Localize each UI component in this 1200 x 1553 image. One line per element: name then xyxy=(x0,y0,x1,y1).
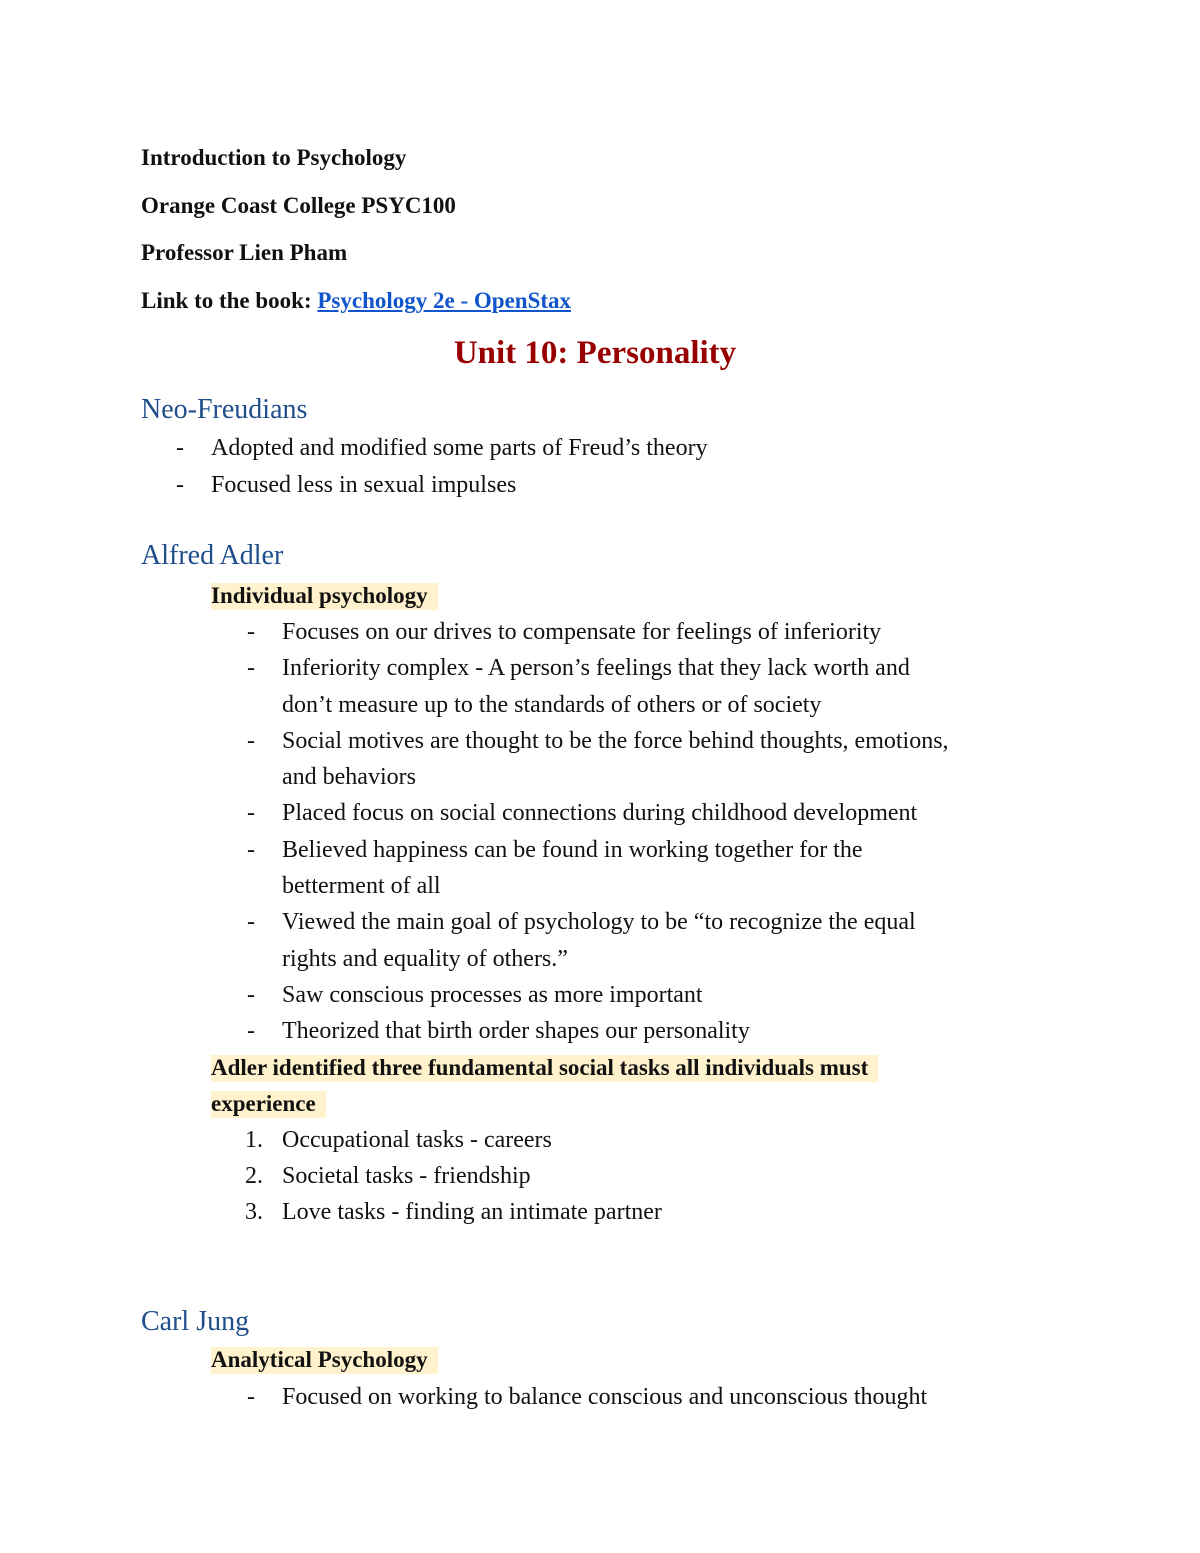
section-heading-alfred-adler: Alfred Adler xyxy=(141,540,284,571)
list-item: Viewed the main goal of psychology to be “to recognize the equal xyxy=(282,909,916,935)
list-item: Saw conscious processes as more important xyxy=(282,982,703,1008)
bullet-dash: - xyxy=(247,982,255,1008)
subheading-analytical-psychology: Analytical Psychology xyxy=(211,1347,438,1374)
book-link-label: Link to the book: xyxy=(141,288,318,313)
book-link-line xyxy=(141,286,571,316)
list-item: Theorized that birth order shapes our personality xyxy=(282,1018,750,1044)
bullet-dash: - xyxy=(247,655,255,681)
subheading-social-tasks-continued: experience xyxy=(211,1091,326,1118)
numbered-item: Societal tasks - friendship xyxy=(282,1163,531,1189)
highlighted-subheading xyxy=(211,581,438,611)
list-item: Adopted and modified some parts of Freud’s theory xyxy=(211,435,708,461)
bullet-dash: - xyxy=(247,1018,255,1044)
bullet-dash: - xyxy=(247,1384,255,1410)
list-item: Focused on working to balance conscious and unconscious thought xyxy=(282,1384,928,1410)
professor-name: Professor Lien Pham xyxy=(141,240,348,265)
section-heading-carl-jung: Carl Jung xyxy=(141,1306,250,1337)
bullet-dash: - xyxy=(247,619,255,645)
highlighted-subheading xyxy=(211,1053,878,1083)
book-link[interactable]: Psychology 2e - OpenStax xyxy=(317,288,572,313)
bullet-dash: - xyxy=(247,909,255,935)
list-item-continued: don’t measure up to the standards of others or of society xyxy=(282,692,822,718)
college-name: Orange Coast College PSYC100 xyxy=(141,193,456,218)
course-title: Introduction to Psychology xyxy=(141,145,407,170)
page-title: Unit 10: Personality xyxy=(453,335,737,371)
highlighted-subheading-continued xyxy=(211,1089,326,1119)
list-item: Placed focus on social connections during childhood development xyxy=(282,800,918,826)
bullet-dash: - xyxy=(247,837,255,863)
list-item: Social motives are thought to be the force behind thoughts, emotions, xyxy=(282,728,949,754)
numbered-item: Love tasks - finding an intimate partner xyxy=(282,1199,662,1225)
bullet-dash: - xyxy=(247,800,255,826)
list-item: Focused less in sexual impulses xyxy=(211,472,517,498)
list-item-continued: betterment of all xyxy=(282,873,441,899)
list-item: Believed happiness can be found in working together for the xyxy=(282,837,863,863)
section-heading-neo-freudians: Neo-Freudians xyxy=(141,394,308,425)
highlighted-subheading xyxy=(211,1345,438,1375)
list-number: 1. xyxy=(245,1127,263,1153)
list-item: Focuses on our drives to compensate for feelings of inferiority xyxy=(282,619,882,645)
subheading-individual-psychology: Individual psychology xyxy=(211,583,438,610)
list-item: Inferiority complex - A person’s feelings that they lack worth and xyxy=(282,655,910,681)
bullet-dash: - xyxy=(176,472,184,498)
subheading-social-tasks: Adler identified three fundamental social tasks all individuals must xyxy=(211,1055,878,1082)
list-item-continued: rights and equality of others.” xyxy=(282,946,568,972)
list-number: 2. xyxy=(245,1163,263,1189)
numbered-item: Occupational tasks - careers xyxy=(282,1127,552,1153)
list-item-continued: and behaviors xyxy=(282,764,416,790)
bullet-dash: - xyxy=(247,728,255,754)
bullet-dash: - xyxy=(176,435,184,461)
list-number: 3. xyxy=(245,1199,263,1225)
